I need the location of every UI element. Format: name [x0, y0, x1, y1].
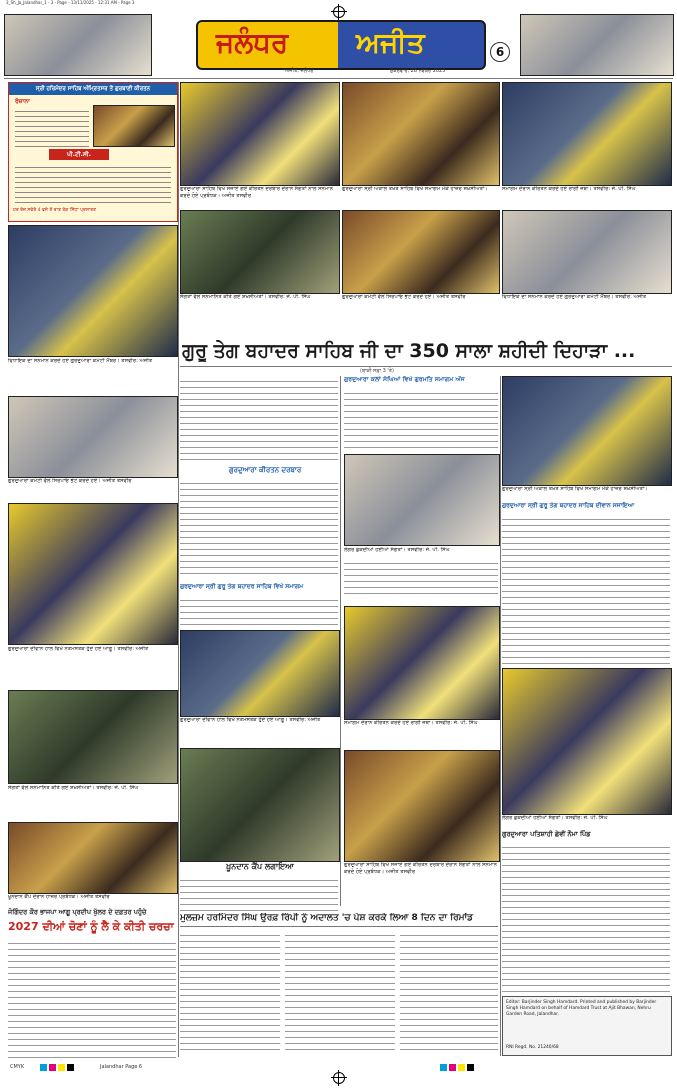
photo-row2-2: [344, 606, 500, 720]
photo-mid-2: [342, 210, 500, 294]
caption-leftcol-3: ਗੁਰਦੁਆਰਾ ਦੀਵਾਨ ਹਾਲ ਵਿਖੇ ਨਤਮਸਤਕ ਹੁੰਦੇ ਹੋਏ ਆਗੂ। ਤਸਵੀਰ: ਅਜੀਤ: [8, 646, 149, 652]
caption-leftcol-2: ਗੁਰਦੁਆਰਾ ਕਮੇਟੀ ਵੱਲੋਂ ਸਿਰੋਪਾਓ ਭੇਟ ਕਰਦੇ ਹੋਏ। ਅਜੀਤ ਤਸਵੀਰ: [8, 478, 132, 484]
bottom-headline-underline: [180, 926, 498, 927]
section-head-right-2: ਗੁਰਦੁਆਰਾ ਪਤਿਸ਼ਾਹੀ ਛੇਵੀਂ ਨੌਮਾ ਪਿੰਡ: [502, 830, 591, 838]
section-head-kala-sanghian: ਗੁਰਦੁਆਰਾ ਕਲਾਂ ਸੰਘਿਆਂ ਵਿਖੇ ਗੁਰਮਤਿ ਸਮਾਗਮ ਅੱਜ: [344, 376, 465, 383]
caption-langar: ਲੰਗਰ ਛਕਦੀਆਂ ਹੋਈਆਂ ਸੰਗਤਾਂ। ਤਸਵੀਰ: ਜੇ. ਪੀ. ਸਿੰਘ: [344, 547, 450, 553]
photo-top-2: [342, 82, 500, 186]
print-marks-left: CMYK: [10, 1064, 25, 1070]
masthead: [0, 14, 677, 76]
masthead-left-photo: [4, 14, 152, 76]
photo-right-1: [502, 376, 672, 486]
masthead-tagline: ਅਜੀਤ, ਜਲੰਧਰ: [285, 68, 314, 74]
section-head-takhtupura: ਗੁਰਦੁਆਰਾ ਸ੍ਰੀ ਗੁਰੂ ਤੇਗ ਬਹਾਦਰ ਸਾਹਿਬ ਵਿਖੇ ਸਮਾਗਮ: [180, 583, 304, 590]
caption-row2-2: ਸਮਾਗਮ ਦੌਰਾਨ ਕੀਰਤਨ ਕਰਦੇ ਹੋਏ ਰਾਗੀ ਜਥਾ। ਤਸਵੀਰ: ਜੇ. ਪੀ. ਸਿੰਘ: [344, 720, 478, 726]
caption-top-1: ਗੁਰਦੁਆਰਾ ਸਾਹਿਬ ਵਿਖੇ ਸਜਾਏ ਗਏ ਕੀਰਤਨ ਦਰਬਾਰ ਦੌਰਾਨ ਸੰਗਤਾਂ ਨਾਲ ਸਨਮਾਨ ਕਰਦੇ ਹੋਏ ਪ੍ਰਬੰਧਕ। ਅਜੀਤ ਤਸਵੀਰ: [180, 186, 333, 199]
photo-leftcol-3: [8, 503, 178, 645]
ad-footer: ਹਰ ਰੋਜ਼ ਸਵੇਰੇ 4 ਵਜੇ ਤੋਂ ਰਾਤ ਤੱਕ ਸਿੱਧਾ ਪ੍ਰਸਾਰਣ: [13, 208, 97, 213]
photo-mid-1: [180, 210, 340, 294]
ad-text: [15, 107, 89, 147]
photo-mid-3: [502, 210, 672, 294]
text-center-col: [180, 376, 338, 461]
section-head-blood-camp: ਖ਼ੂਨਦਾਨ ਕੈਂਪ ਲਗਾਇਆ: [226, 862, 294, 871]
column-rule-3: [500, 376, 501, 1056]
ad-box: [8, 82, 178, 222]
swatch-magenta-2: [449, 1064, 456, 1071]
photo-langar: [344, 454, 500, 546]
text-left-bottom: [8, 938, 176, 1058]
photo-right-2: [502, 668, 672, 815]
page-number-badge: 6: [490, 42, 510, 62]
text-center-col-2: [180, 478, 338, 578]
photo-leftcol-1: [8, 225, 178, 357]
swatch-yellow: [58, 1064, 65, 1071]
caption-leftcol-4: ਸੰਗਤਾਂ ਵੱਲੋਂ ਸਨਮਾਨਿਤ ਕੀਤੇ ਗਏ ਸ਼ਖ਼ਸੀਅਤਾਂ। ਤਸਵੀਰ: ਜੇ. ਪੀ. ਸਿੰਘ: [8, 785, 139, 791]
section-head-kirtan: ਗੁਰਦੁਆਰਾ ਕੀਰਤਨ ਦਰਬਾਰ: [228, 466, 302, 474]
print-slug: 3_Sh_Ja_Jalandhar_1 - 3 - Page - 13/11/2025 - 12:31 AM - Page 3: [6, 0, 135, 5]
caption-right-2: ਲੰਗਰ ਛਕਦੀਆਂ ਹੋਈਆਂ ਸੰਗਤਾਂ। ਤਸਵੀਰ: ਜੇ. ਪੀ. ਸਿੰਘ: [502, 815, 608, 821]
masthead-title-left: ਜਲੰਧਰ: [216, 26, 289, 59]
caption-leftcol-5: ਖ਼ੂਨਦਾਨ ਕੈਂਪ ਦੌਰਾਨ ਹਾਜ਼ਰ ਪ੍ਰਬੰਧਕ। ਅਜੀਤ ਤਸਵੀਰ: [8, 894, 110, 900]
ad-brand: ਪੀ.ਟੀ.ਸੀ.: [49, 149, 109, 160]
ad-golden-temple-photo: [93, 105, 175, 147]
text-centerright-col-2: [344, 558, 498, 598]
caption-row2-4: ਗੁਰਦੁਆਰਾ ਸਾਹਿਬ ਵਿਖੇ ਸਜਾਏ ਗਏ ਕੀਰਤਨ ਦਰਬਾਰ ਦੌਰਾਨ ਸੰਗਤਾਂ ਨਾਲ ਸਨਮਾਨ ਕਰਦੇ ਹੋਏ ਪ੍ਰਬੰਧਕ। ਅਜੀਤ ਤਸਵੀਰ: [344, 862, 497, 875]
text-centerright-col: [344, 388, 498, 448]
photo-leftcol-5: [8, 822, 178, 894]
column-rule-1: [178, 82, 179, 1057]
swatch-cyan: [40, 1064, 47, 1071]
masthead-divider: [4, 78, 673, 79]
photo-top-1: [180, 82, 340, 186]
swatch-cyan-2: [440, 1064, 447, 1071]
footer-rni: RNI Regd. No. 21240/68: [506, 1045, 559, 1050]
text-center-col-3: [180, 595, 338, 627]
swatch-black: [67, 1064, 74, 1071]
text-bottom-col-1: [180, 930, 280, 1054]
caption-top-3: ਸਮਾਗਮ ਦੌਰਾਨ ਕੀਰਤਨ ਕਰਦੇ ਹੋਏ ਰਾਗੀ ਜਥਾ। ਤਸਵੀਰ: ਜੇ. ਪੀ. ਸਿੰਘ: [502, 186, 636, 192]
continued-label: (ਬਾਕੀ ਸਫ਼ਾ 3 'ਤੇ): [360, 368, 394, 374]
ad-title: ਸ੍ਰੀ ਹਰਿਮੰਦਰ ਸਾਹਿਬ ਅੰਮ੍ਰਿਤਸਰ ਤੋਂ ਗੁਰਬਾਣੀ ਕੀਰਤਨ: [9, 83, 177, 95]
footer-imprint-box: [502, 996, 672, 1056]
caption-mid-1: ਸੰਗਤਾਂ ਵੱਲੋਂ ਸਨਮਾਨਿਤ ਕੀਤੇ ਗਏ ਸ਼ਖ਼ਸੀਅਤਾਂ। ਤਸਵੀਰ: ਜੇ. ਪੀ. ਸਿੰਘ: [180, 294, 311, 300]
caption-row2-1: ਗੁਰਦੁਆਰਾ ਦੀਵਾਨ ਹਾਲ ਵਿਖੇ ਨਤਮਸਤਕ ਹੁੰਦੇ ਹੋਏ ਆਗੂ। ਤਸਵੀਰ: ਅਜੀਤ: [180, 717, 321, 723]
footer-imprint: Editor: Barjinder Singh Hamdard. Printed and published by Barjinder Singh Hamdard on behalf of Hamdard Trust at Ajit Bhawan, Nehru Garden Road, Jalandhar.: [506, 1000, 657, 1017]
caption-top-2: ਗੁਰਦੁਆਰਾ ਸ੍ਰੀ ਅਕਾਲ ਤਖ਼ਤ ਸਾਹਿਬ ਵਿਖੇ ਸਮਾਗਮ ਮੌਕੇ ਹਾਜ਼ਰ ਸ਼ਖ਼ਸੀਅਤਾਂ।: [342, 186, 488, 192]
caption-mid-3: ਵਿਧਾਇਕ ਦਾ ਸਨਮਾਨ ਕਰਦੇ ਹੋਏ ਗੁਰਦੁਆਰਾ ਕਮੇਟੀ ਮੈਂਬਰ। ਤਸਵੀਰ: ਅਜੀਤ: [502, 294, 647, 300]
swatch-black-2: [467, 1064, 474, 1071]
section-head-right: ਗੁਰਦੁਆਰਾ ਸ੍ਰੀ ਗੁਰੂ ਤੇਗ ਬਹਾਦਰ ਸਾਹਿਬ ਦੀਵਾਨ ਸਜਾਇਆ: [502, 502, 635, 509]
text-bottom-col-3: [400, 930, 498, 1054]
column-rule-2: [340, 376, 341, 906]
swatch-yellow-2: [458, 1064, 465, 1071]
main-headline-underline: [180, 366, 672, 367]
main-headline: ਗੁਰੂ ਤੇਗ ਬਹਾਦਰ ਸਾਹਿਬ ਜੀ ਦਾ 350 ਸਾਲਾ ਸ਼ਹੀਦੀ ਦਿਹਾੜਾ ...: [182, 340, 636, 362]
photo-row2-1: [180, 630, 340, 717]
headline-left-small: ਜੋਗਿੰਦਰ ਕੌਰ ਭਾਜਪਾ ਆਗੂ ਪ੍ਰਦੀਪ ਖੁੱਲਰ ਦੇ ਦਫ਼ਤਰ ਪਹੁੰਚੇ: [8, 908, 147, 916]
photo-leftcol-2: [8, 396, 178, 478]
headline-left-big: 2027 ਦੀਆਂ ਚੋਣਾਂ ਨੂੰ ਲੈ ਕੇ ਕੀਤੀ ਚਰਚਾ: [8, 920, 174, 933]
photo-row2-4: [344, 750, 500, 862]
registration-mark-bottom: [333, 1072, 345, 1084]
masthead-title-right: ਅਜੀਤ: [356, 26, 425, 59]
photo-top-3: [502, 82, 672, 186]
text-right-col: [502, 514, 670, 664]
photo-leftcol-4: [8, 690, 178, 784]
photo-row2-3: [180, 748, 340, 862]
ad-body: [15, 163, 171, 203]
masthead-banner: [196, 20, 486, 70]
swatch-magenta: [49, 1064, 56, 1071]
caption-leftcol-1: ਵਿਧਾਇਕ ਦਾ ਸਨਮਾਨ ਕਰਦੇ ਹੋਏ ਗੁਰਦੁਆਰਾ ਕਮੇਟੀ ਮੈਂਬਰ। ਤਸਵੀਰ: ਅਜੀਤ: [8, 358, 153, 364]
print-marks-center: Jalandhar Page 6: [100, 1064, 143, 1070]
caption-mid-2: ਗੁਰਦੁਆਰਾ ਕਮੇਟੀ ਵੱਲੋਂ ਸਿਰੋਪਾਓ ਭੇਟ ਕਰਦੇ ਹੋਏ। ਅਜੀਤ ਤਸਵੀਰ: [342, 294, 466, 300]
caption-right-1: ਗੁਰਦੁਆਰਾ ਸ੍ਰੀ ਅਕਾਲ ਤਖ਼ਤ ਸਾਹਿਬ ਵਿਖੇ ਸਮਾਗਮ ਮੌਕੇ ਹਾਜ਼ਰ ਸ਼ਖ਼ਸੀਅਤਾਂ।: [502, 486, 648, 492]
headline-bottom-main: ਮੁਲਜ਼ਮ ਹਰਮਿੰਦਰ ਸਿੰਘ ਉਰਫ਼ ਰਿੰਪੀ ਨੂੰ ਅਦਾਲਤ 'ਚ ਪੇਸ਼ ਕਰਕੇ ਲਿਆ 8 ਦਿਨ ਦਾ ਰਿਮਾਂਡ: [180, 913, 473, 923]
text-blood-camp: [180, 875, 338, 913]
text-bottom-col-2: [285, 930, 395, 1054]
text-right-col-2: [502, 842, 670, 992]
masthead-right-photo: [520, 14, 674, 76]
ad-subtitle: ਰੋਜ਼ਾਨਾ: [15, 98, 30, 105]
masthead-date: ਸ਼ੁੱਕਰਵਾਰ, 28 ਨਵੰਬਰ 2025: [390, 68, 446, 74]
